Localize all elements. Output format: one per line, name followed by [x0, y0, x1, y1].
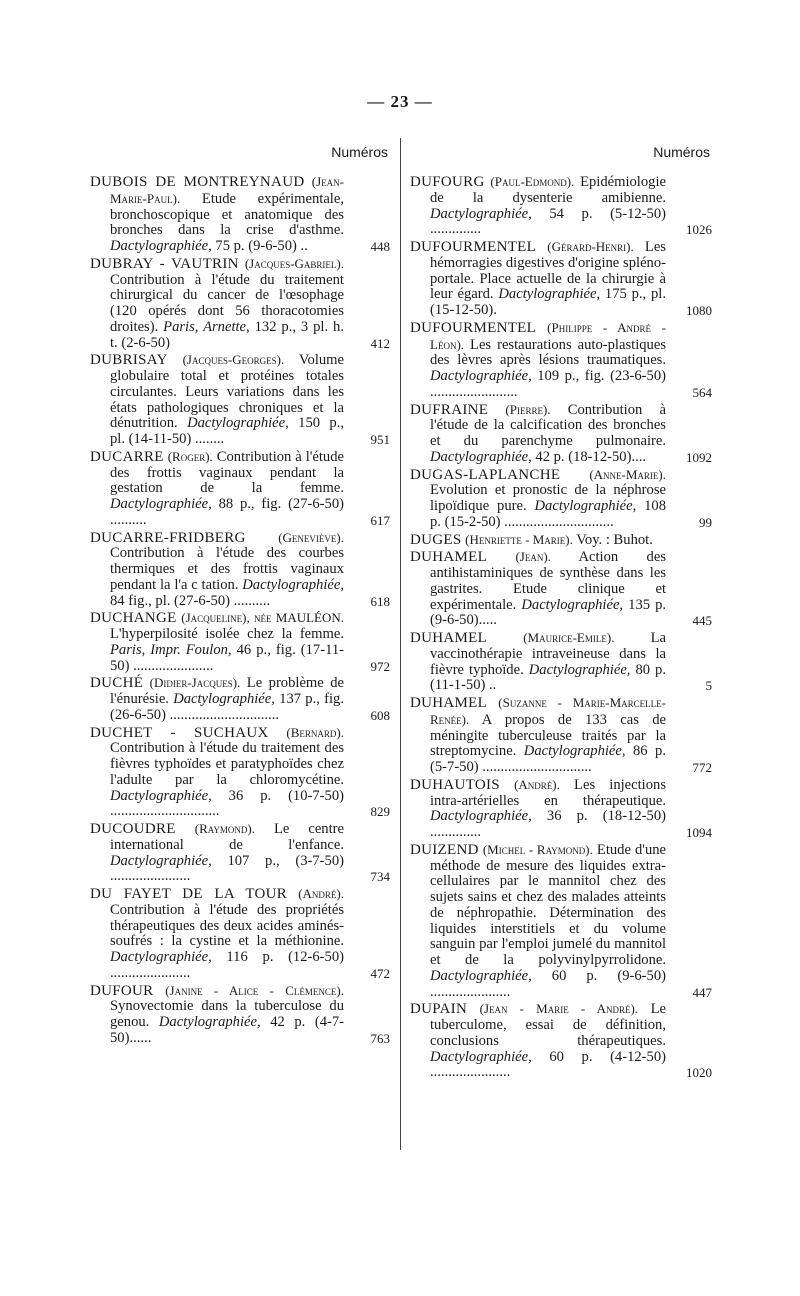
- entry-publisher: Dactylographiée,: [430, 967, 532, 984]
- catalog-entry: [410, 402, 712, 466]
- catalog-entry: [90, 821, 390, 885]
- entry-title: Action des antihistaminiques de synthèse dans les gastrites. Etude clinique et expérimentale.: [430, 549, 666, 613]
- entry-given-names: (Maurice-Emile).: [523, 630, 615, 645]
- entry-publisher: Dactylographiée,: [523, 743, 626, 760]
- entry-given-names: (Roger).: [167, 448, 213, 464]
- entry-number: 618: [370, 593, 390, 609]
- entry-author: DU FAYET DE LA TOUR: [90, 886, 288, 902]
- entry-details: 46 p., fig. (17-11-50) ......................: [110, 641, 344, 674]
- entry-details: 108 p. (15-2-50) ..............................: [430, 498, 666, 530]
- entry-text: [90, 174, 344, 255]
- entry-publisher: Dactylographiée,: [528, 661, 631, 678]
- catalog-entry: [410, 777, 712, 841]
- entry-title: Contribution à l'étude de la calcification des bronches et du parenchyme pulmonaire.: [430, 401, 666, 449]
- page-number: — 23 —: [367, 92, 433, 111]
- entry-given-names: (Henriette - Marie).: [465, 531, 573, 547]
- left-entries: [90, 174, 390, 1047]
- entry-text: [410, 320, 666, 401]
- column-heading-right: Numéros: [653, 144, 710, 160]
- entry-author: DUGAS-LAPLANCHE: [410, 466, 561, 483]
- entry-author: DUHAMEL: [410, 549, 488, 566]
- right-column: [410, 144, 712, 1082]
- entry-number: 734: [370, 869, 390, 885]
- entry-details: 107 p., (3-7-50) ......................: [110, 852, 344, 885]
- entry-text: [90, 821, 344, 885]
- entry-title: Les injections intra-artérielles en thérapeutique.: [430, 776, 667, 809]
- entry-author: DUHAMEL: [410, 630, 488, 646]
- entry-given-names: (Jacques-Gabriel).: [244, 255, 344, 271]
- entry-number: 1094: [686, 825, 712, 840]
- entry-title: Contribution à l'étude des frottis vaginaux pendant la gestation de la femme.: [110, 448, 344, 497]
- entry-details: 137 p., fig. (26-6-50) ..............................: [110, 691, 344, 723]
- entry-number: 445: [692, 613, 712, 629]
- entry-number: 564: [692, 384, 712, 400]
- entry-details: 84 fig., pl. (27-6-50) ..........: [110, 592, 271, 609]
- entry-author: DUCHET - SUCHAUX: [90, 724, 269, 741]
- entry-number: 829: [370, 804, 390, 820]
- entry-title: L'hyperpilosité isolée chez la femme.: [110, 626, 344, 642]
- entry-title: Contribution à l'étude des courbes thermiques et des frottis vaginaux pendant la l'a c tation.: [110, 545, 344, 593]
- catalog-entry: [410, 467, 712, 531]
- entry-author: DUIZEND: [410, 841, 479, 858]
- entry-text: [90, 725, 344, 821]
- catalog-entry: [90, 675, 390, 723]
- left-column: [90, 144, 390, 1048]
- entry-publisher: Dactylographiée,: [110, 949, 212, 965]
- catalog-entry: [410, 630, 712, 694]
- entry-publisher: Dactylographiée,: [430, 368, 532, 384]
- entry-title: Voy. : Buhot.: [576, 531, 653, 548]
- entry-publisher: Paris, Impr. Foulon,: [110, 641, 232, 658]
- entry-author: DUFOURG: [410, 174, 485, 190]
- entry-title: Contribution à l'étude du traitement chirurgical du cancer de l'œsophage (120 opérés dont 56 thoracotomies droites).: [110, 271, 344, 335]
- entry-details: 36 p. (10-7-50) ..............................: [110, 787, 344, 820]
- entry-author: DUGES: [410, 531, 462, 548]
- entry-given-names: (Suzanne - Marie-Marcelle-Renée).: [430, 695, 666, 727]
- entry-details: 109 p., fig. (23-6-50) ........................: [430, 368, 666, 400]
- entry-details: 80 p. (11-1-50) ..: [430, 661, 666, 694]
- entry-given-names: (Jacques-Georges).: [182, 352, 285, 368]
- catalog-entry: [90, 886, 390, 982]
- entry-text: [90, 256, 344, 352]
- entry-title: Evolution et pronostic de la néphrose lipoïdique pure.: [430, 482, 666, 514]
- entry-details: 132 p., 3 pl. h. t. (2-6-50): [110, 318, 344, 351]
- catalog-entry: [410, 320, 712, 401]
- catalog-entry: [410, 695, 712, 776]
- entry-given-names: (Jean).: [515, 549, 551, 565]
- entry-given-names: (Anne-Marie).: [589, 466, 666, 482]
- entry-given-names: (Geneviève).: [278, 529, 344, 545]
- entry-publisher: Dactylographiée,: [498, 286, 601, 303]
- entry-author: DUHAUTOIS: [410, 776, 500, 793]
- entry-number: 99: [699, 514, 712, 530]
- entry-text: [90, 675, 344, 723]
- entry-details: 135 p. (9-6-50).....: [430, 596, 667, 629]
- entry-details: 42 p. (4-7-50)......: [110, 1014, 345, 1046]
- entry-title: Les hémorragies digestives d'origine spléno-portale. Place actuelle de la chirurgie à leur égard.: [430, 239, 666, 303]
- entry-title: Les restaurations auto-plastiques des lèvres après lésions traumatiques.: [430, 336, 666, 369]
- entry-number: 447: [692, 984, 712, 1000]
- entry-details: 116 p. (12-6-50) ......................: [110, 949, 344, 981]
- entry-text: [90, 983, 344, 1047]
- entry-number: 617: [370, 512, 390, 528]
- entry-author: DUCHÉ: [90, 675, 144, 692]
- entry-publisher: Dactylographiée,: [110, 238, 212, 254]
- entry-number: 412: [370, 335, 390, 351]
- entry-details: 54 p. (5-12-50) ..............: [430, 205, 666, 238]
- entry-title: A propos de 133 cas de méningite tuberculeuse traités par la streptomycine.: [430, 711, 666, 760]
- entry-details: 75 p. (9-6-50) ..: [215, 238, 308, 254]
- entry-text: [410, 777, 666, 841]
- column-divider: [400, 138, 401, 1150]
- entry-given-names: (Paul-Edmond).: [490, 174, 575, 189]
- entry-title: Le problème de l'énurésie.: [110, 675, 344, 707]
- entry-author: DUCHANGE: [90, 610, 177, 627]
- catalog-entry: [410, 532, 712, 549]
- entry-number: 1080: [686, 303, 712, 318]
- entry-title: Etude d'une méthode de mesure des liquides extra-cellulaires par le mannitol chez des sujets sains et chez des malades atteints de néphropathie. Détermination des liquides interstitiels et du volume sanguin par l'emploi jumelé du mannitol et de la polyvinylpyrrolidone.: [430, 841, 667, 968]
- entry-author: DUFOURMENTEL: [410, 239, 537, 255]
- entry-publisher: Dactylographiée,: [173, 691, 275, 707]
- entry-number: 5: [705, 678, 712, 694]
- catalog-entry: [410, 239, 712, 319]
- entry-author: DUPAIN: [410, 1001, 468, 1018]
- entry-publisher: Dactylographiée,: [521, 596, 624, 613]
- entry-publisher: Paris, Arnette,: [163, 318, 250, 335]
- catalog-entry: [90, 725, 390, 821]
- entry-title: Etude expérimentale, bronchoscopique et anatomique des bronches dans la crise d'asthme.: [110, 190, 344, 239]
- entry-details: 60 p. (9-6-50) ......................: [430, 967, 666, 1000]
- entry-text: [410, 630, 666, 694]
- entry-author: DUCARRE-FRIDBERG: [90, 529, 246, 546]
- entry-title: La vaccinothérapie intraveineuse dans la fièvre typhoïde.: [430, 630, 666, 678]
- entry-text: [410, 402, 666, 466]
- entry-text: [410, 532, 666, 549]
- entry-title: Contribution à l'étude des propriétés thérapeutiques des deux acides aminés-soufrés : la cystine et la méthionine.: [110, 901, 344, 950]
- entry-publisher: Dactylographiée,: [430, 808, 532, 825]
- entry-author: DUCARRE: [90, 448, 164, 465]
- entry-publisher: Dactylographiée,: [158, 1014, 261, 1030]
- entry-number: 1092: [686, 449, 712, 465]
- entry-publisher: Dactylographiée,: [110, 852, 212, 869]
- entry-title: Volume globulaire total et protéines totales circulantes. Leurs variations dans les états pathologiques chroniques et la dénutrition.: [110, 352, 344, 432]
- entry-title: Le tuberculome, essai de définition, conclusions thérapeutiques.: [430, 1001, 666, 1049]
- entry-text: [410, 549, 666, 629]
- entry-given-names: (Pierre).: [505, 401, 551, 417]
- catalog-entry: [410, 1001, 712, 1081]
- entry-publisher: Dactylographiée,: [430, 448, 532, 465]
- entry-text: [90, 530, 344, 610]
- entry-details: 86 p. (5-7-50) ..............................: [430, 743, 666, 775]
- entry-given-names: (Jean - Marie - André).: [479, 1001, 639, 1017]
- entry-number: 472: [370, 965, 390, 981]
- entry-text: [410, 467, 666, 531]
- catalog-entry: [90, 352, 390, 448]
- entry-given-names: (Janine - Alice - Clémence).: [165, 982, 344, 998]
- catalog-entry: [90, 610, 390, 674]
- entry-author: DUFRAINE: [410, 401, 489, 418]
- column-heading-left: Numéros: [331, 144, 388, 160]
- entry-details: 36 p. (18-12-50) ..............: [430, 808, 666, 840]
- entry-text: [90, 886, 344, 982]
- entry-number: 1020: [686, 1065, 712, 1081]
- entry-text: [90, 352, 344, 448]
- catalog-entry: [410, 842, 712, 1001]
- entry-given-names: (Raymond).: [194, 821, 255, 836]
- entry-given-names: (André).: [514, 776, 560, 792]
- entry-publisher: Dactylographiée,: [110, 787, 212, 804]
- entry-publisher: Dactylographiée,: [187, 415, 289, 432]
- entry-publisher: Dactylographiée,: [110, 496, 212, 512]
- entry-title: Contribution à l'étude du traitement des fièvres typhoïdes et paratyphoïdes chez l'adulte par la chloromycétine.: [110, 740, 344, 788]
- catalog-entry: [90, 256, 390, 352]
- entry-given-names: (Jean-Marie-Paul).: [110, 174, 344, 206]
- catalog-entry: [410, 549, 712, 629]
- entry-number: 972: [370, 658, 390, 674]
- entry-text: [410, 1001, 666, 1081]
- entry-text: [410, 239, 666, 319]
- entry-details: 42 p. (18-12-50)....: [535, 448, 647, 465]
- entry-number: 951: [370, 432, 390, 447]
- entry-author: DUFOUR: [90, 982, 154, 999]
- entry-details: 88 p., fig. (27-6-50) ..........: [110, 496, 344, 528]
- entry-number: 448: [370, 239, 390, 254]
- catalog-entry: [410, 174, 712, 238]
- entry-given-names: (Gérard-Henri).: [547, 239, 634, 254]
- entry-author: DUFOURMENTEL: [410, 319, 537, 336]
- entry-author: DUCOUDRE: [90, 821, 176, 837]
- entry-publisher: Dactylographiée,: [430, 1048, 532, 1065]
- entry-number: 608: [370, 707, 390, 723]
- entry-text: [410, 174, 666, 238]
- entry-author: DUBOIS DE MONTREYNAUD: [90, 174, 305, 190]
- entry-author: DUBRAY - VAUTRIN: [90, 255, 239, 272]
- entry-given-names: (Jacqueline), née MAULÉON.: [181, 610, 344, 626]
- entry-details: 150 p., pl. (14-11-50) ........: [110, 415, 344, 447]
- entry-text: [410, 695, 666, 776]
- catalog-entry: [90, 449, 390, 529]
- catalog-entry: [90, 983, 390, 1047]
- entry-number: 1026: [686, 222, 712, 238]
- entry-publisher: Dactylographiée,: [242, 576, 344, 593]
- entry-text: [90, 449, 344, 529]
- catalog-entry: [90, 530, 390, 610]
- entry-given-names: (Philippe - André - Léon).: [430, 319, 666, 352]
- entry-publisher: Dactylographiée,: [430, 205, 532, 222]
- entry-details: 60 p. (4-12-50) ......................: [430, 1048, 666, 1081]
- entry-details: 175 p., pl. (15-12-50).: [430, 286, 667, 318]
- entry-publisher: Dactylographiée,: [534, 498, 637, 514]
- entry-given-names: (Bernard).: [286, 724, 344, 740]
- entry-given-names: (Didier-Jacques).: [149, 675, 241, 691]
- entry-given-names: (André).: [298, 886, 345, 901]
- entry-number: 763: [370, 1030, 390, 1046]
- entry-author: DUBRISAY: [90, 352, 168, 369]
- entry-title: Le centre international de l'enfance.: [110, 821, 344, 853]
- entry-text: [90, 610, 344, 674]
- entry-title: Epidémiologie de la dysenterie amibienne.: [430, 174, 666, 206]
- entry-text: [410, 842, 666, 1001]
- right-entries: [410, 174, 712, 1081]
- entry-author: DUHAMEL: [410, 695, 488, 711]
- entry-given-names: (Michel - Raymond).: [482, 841, 593, 857]
- catalog-entry: [90, 174, 390, 255]
- entry-number: 772: [692, 760, 712, 775]
- entry-title: Synovectomie dans la tuberculose du genou.: [110, 998, 344, 1030]
